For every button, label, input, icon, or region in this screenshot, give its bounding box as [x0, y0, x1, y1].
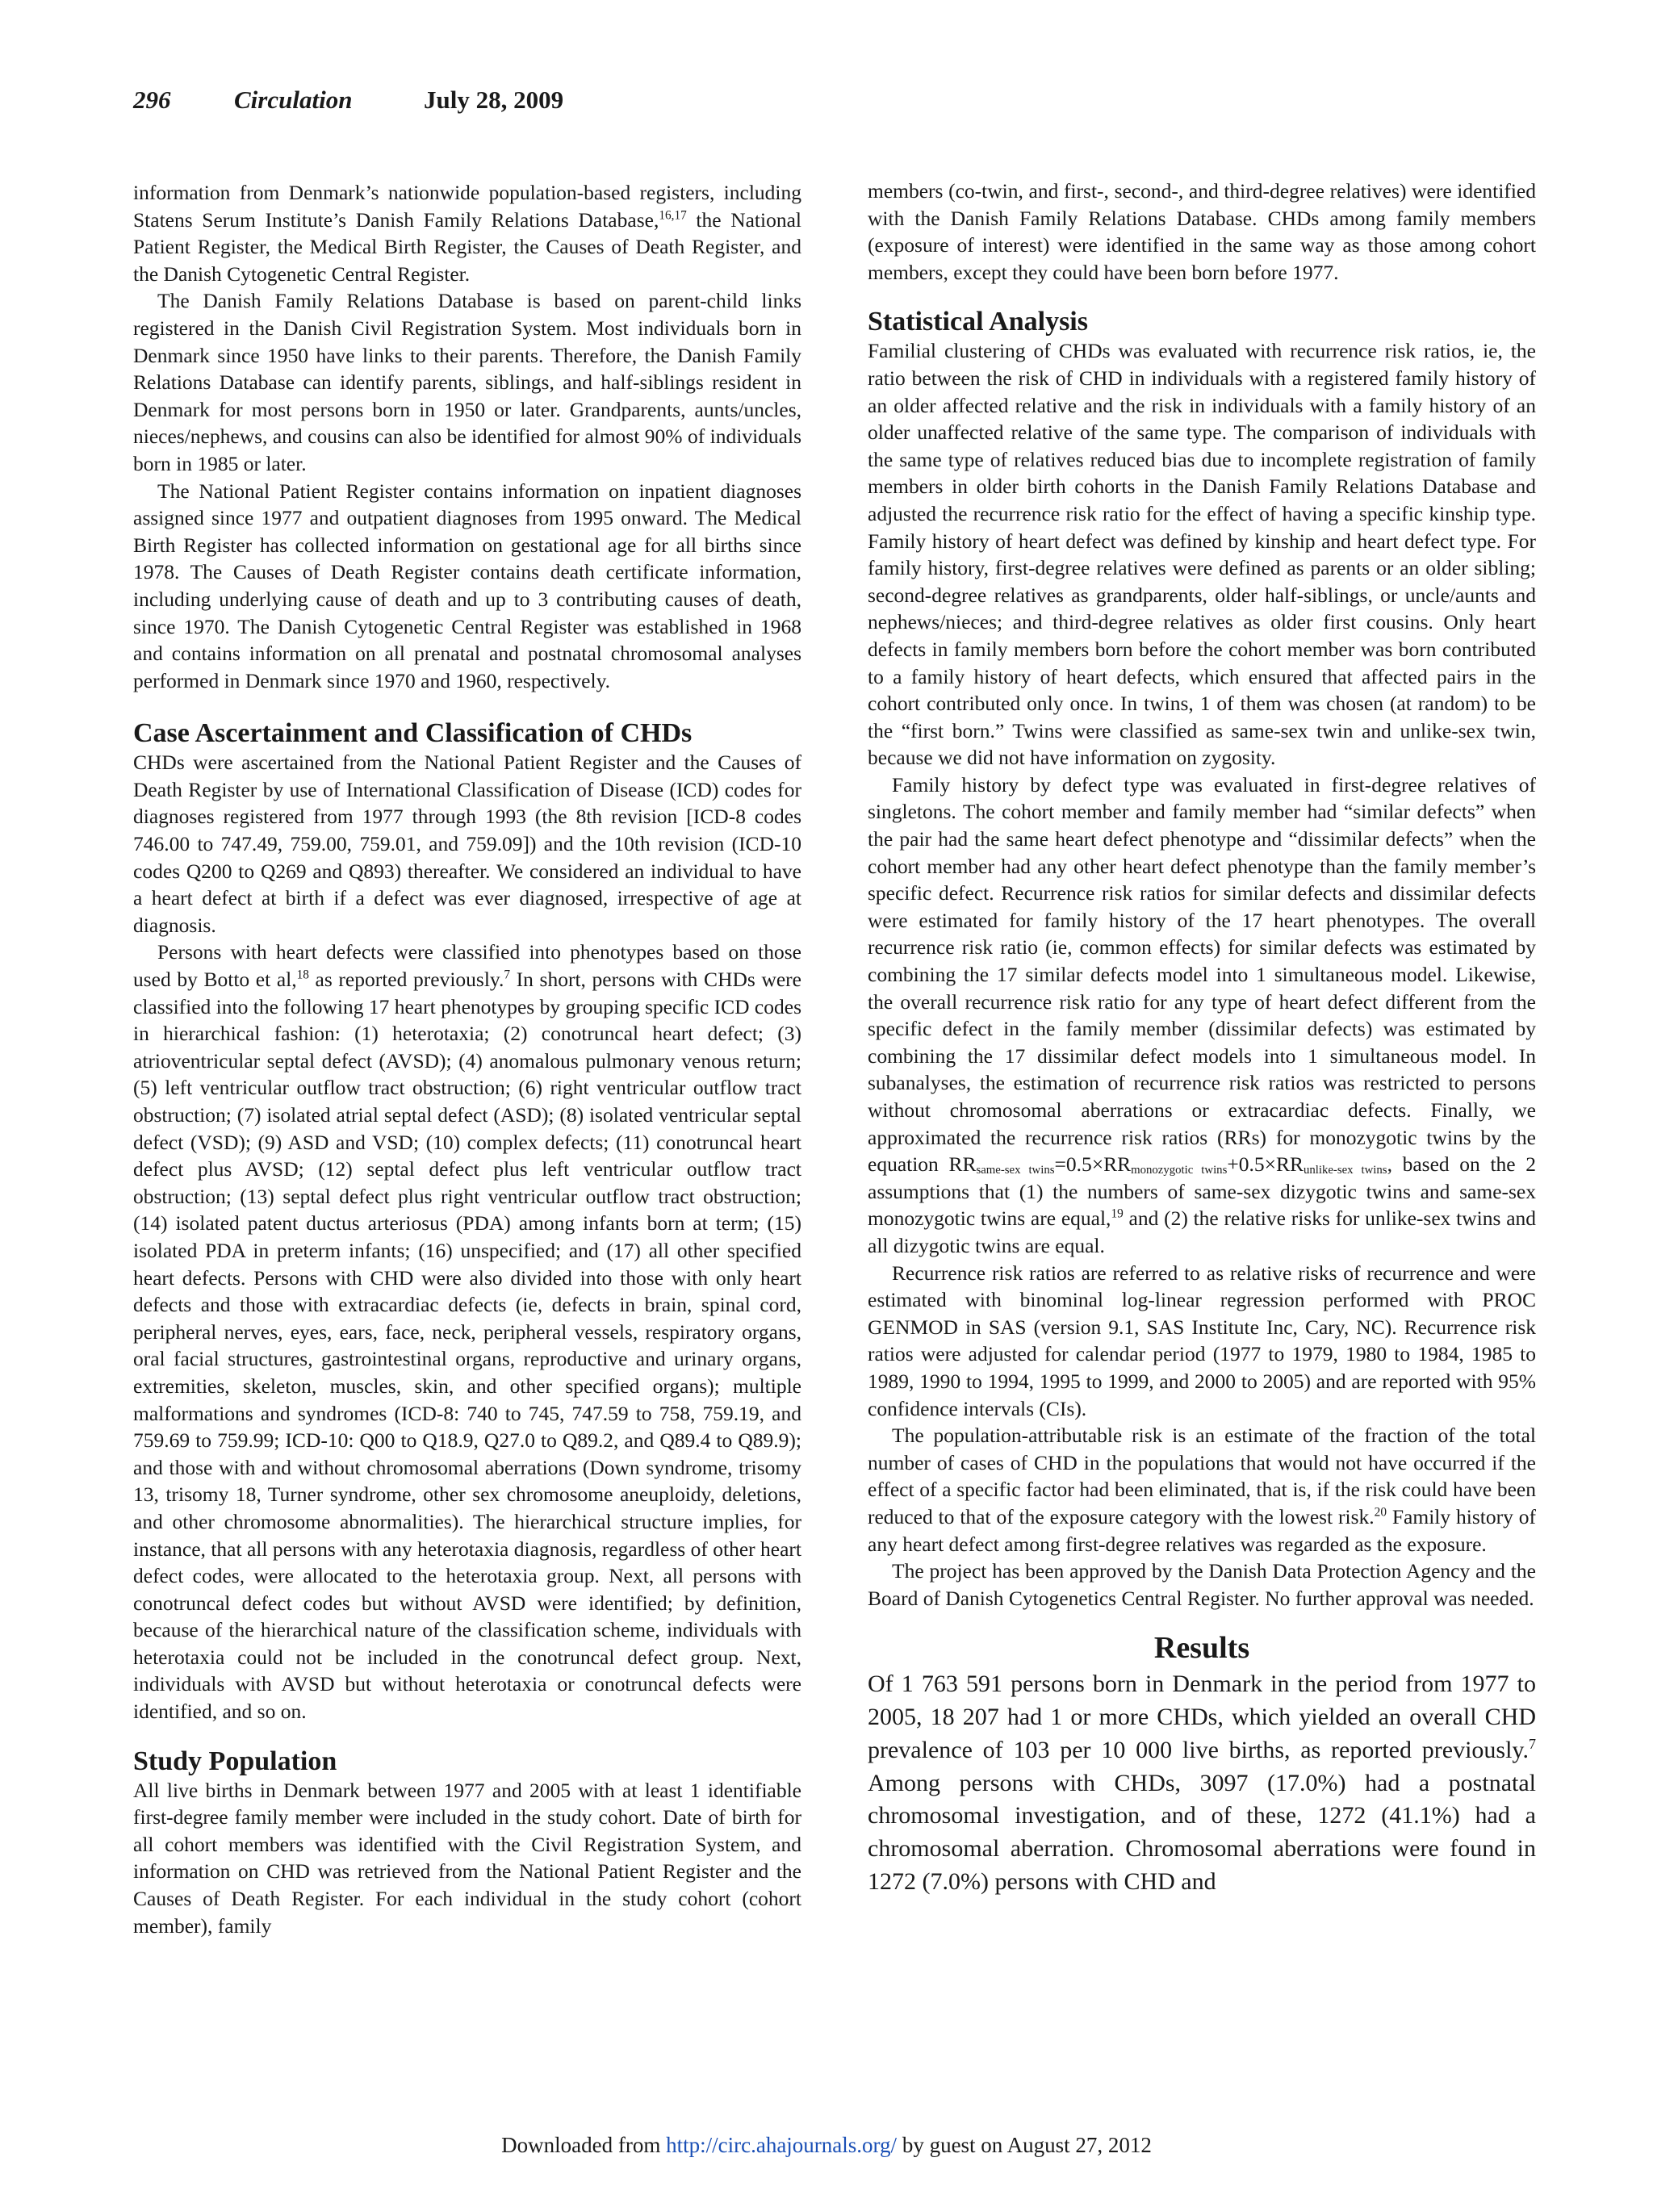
section-heading-case-ascertainment: Case Ascertainment and Classification of CHDs — [133, 718, 693, 749]
paragraph: Familial clustering of CHDs was evaluated with recurrence risk ratios, ie, the ratio between the risk of CHD in individuals with a registered family history of an older affected relative and the risk in individuals with a family history of an older unaffected relative of the same type. The comparison of individuals with the same type of relatives reduced bias due to incomplete registration of family members in older birth cohorts in the Danish Family Relations Database and adjusted the recurrence risk ratio for the effect of having a specific kinship type. Family history of heart defect was defined by kinship and heart defect type. For family history, first-degree relatives were defined as parents or an older sibling; second-degree relatives as grandparents, older half-siblings, or uncle/aunts and nephews/nieces; and third-degree relatives as older first cousins. Only heart defects in family members born before the cohort member was born contributed to a family history of heart defects, which ensured that affected pairs in the cohort contributed only once. In twins, 1 of them was chosen (at random) to be the “first born.” Twins were classified as same-sex twin and unlike-sex twin, because we did not have information on zygosity. — [868, 339, 1536, 770]
citation-ref[interactable]: 20 — [1374, 1505, 1387, 1520]
issue-date: July 28, 2009 — [424, 86, 564, 114]
running-header — [133, 86, 563, 115]
page-number: 296 — [133, 86, 171, 114]
paragraph: CHDs were ascertained from the National Patient Register and the Causes of Death Register by use of International Classification of Disease (ICD) codes for diagnoses registered from 1977 through 1993 (the 8th revision [ICD-8 codes 746.00 to 747.49, 759.00, 759.01, and 759.09]) and the 10th revision (ICD-10 codes Q200 to Q269 and Q893) thereafter. We considered an individual to have a heart defect at birth if a defect was ever diagnosed, irrespective of age at diagnosis. — [133, 751, 801, 937]
paragraph: members (co-twin, and first-, second-, and third-degree relatives) were identified with the Danish Family Relations Database. CHDs among family members (exposure of interest) were identified in the same way as those among cohort members, except they could have been born before 1977. — [868, 179, 1536, 284]
citation-ref[interactable]: 7 — [504, 968, 511, 982]
paragraph: The Danish Family Relations Database is based on parent-child links registered in the Danish Civil Registration System. Most individuals born in Denmark since 1950 have links to their parents. Therefore, the Danish Family Relations Database can identify parents, siblings, and half-siblings resident in Denmark for most persons born in 1950 or later. Grandparents, aunts/uncles, nieces/nephews, and cousins can also be identified for almost 90% of individuals born in 1985 or later. — [133, 289, 801, 475]
paragraph: The National Patient Register contains information on inpatient diagnoses assigned since 1977 and outpatient diagnoses from 1995 onward. The Medical Birth Register has collected information on gestational age for all births since 1978. The Causes of Death Register contains death certificate information, including underlying cause of death and up to 3 contributing causes of death, since 1970. The Danish Cytogenetic Central Register was established in 1968 and contains information on all prenatal and postnatal chromosomal analyses performed in Denmark since 1970 and 1960, respectively. — [133, 479, 801, 692]
paragraph: The population-attributable risk is an estimate of the fraction of the total number of cases of CHD in the populations that would not have occurred if the effect of a specific factor had been eliminated, that is, if the risk could have been reduced to that of the exposure category with the lowest risk.$^{20}$ Family history of any heart defect among first-degree relatives was regarded as the exposure. — [868, 1424, 1536, 1556]
citation-ref[interactable]: 19 — [1111, 1206, 1124, 1221]
paragraph: Persons with heart defects were classified into phenotypes based on those used by Botto et al,$^{18}$ as reported previously.$^7$ In short, persons with CHDs were classified into the following 17 heart phenotypes by grouping specific ICD codes in hierarchical fashion: (1) heterotaxia; (2) conotruncal heart defect; (3) atrioventricular septal defect (AVSD); (4) anomalous pulmonary venous return; (5) left ventricular outflow tract obstruction; (6) right ventricular outflow tract obstruction; (7) isolated atrial septal defect (ASD); (8) isolated ventricular septal defect (VSD); (9) ASD and VSD; (10) complex defects; (11) conotruncal heart defect plus AVSD; (12) septal defect plus left ventricular outflow tract obstruction; (13) septal defect plus right ventricular outflow tract obstruction; (14) isolated patent ductus arteriosus (PDA) among infants born at term; (15) isolated PDA in preterm infants; (16) unspecified; and (17) all other specified heart defects. Persons with CHD were also divided into those with only heart defects and those with extracardiac defects (ie, defects in brain, spinal cord, peripheral nerves, eyes, ears, face, neck, peripheral vessels, respiratory organs, oral facial structures, gastrointestinal organs, reproductive and urinary organs, extremities, skeleton, muscles, skin, and other specified organs); multiple malformations and syndromes (ICD-8: 740 to 745, 747.59 to 758, 759.19, and 759.69 to 759.99; ICD-10: Q00 to Q18.9, Q27.0 to Q89.2, and Q89.4 to Q89.9); and those with and without chromosomal aberrations (Down syndrome, trisomy 13, trisomy 18, Turner syndrome, other sex chromosome aneuploidy, deletions, and other chromosome abnormalities). The hierarchical structure implies, for instance, that all persons with any heterotaxia diagnosis, regardless of other heart defect codes, were allocated to the heterotaxia group. Next, all persons with conotruncal defect codes but without AVSD were identified; by definition, because of the hierarchical nature of the classification scheme, individuals with heterotaxia could not be included in the conotruncal defect group. Next, individuals with AVSD but without heterotaxia or conotruncal defects were identified, and so on. — [133, 940, 801, 1724]
download-footer: Downloaded from http://circ.ahajournals.org/ by guest on August 27, 2012 — [501, 2133, 1152, 2157]
journal-link[interactable]: http://circ.ahajournals.org/ — [666, 2133, 898, 2157]
paragraph: information from Denmark’s nationwide population-based registers, including Statens Serum Institute’s Danish Family Relations Database,$^{16,17}$ the National Patient Register, the Medical Birth Register, the Causes of Death Register, and the Danish Cytogenetic Central Register. — [133, 181, 801, 286]
right-column — [868, 178, 1536, 1899]
citation-ref[interactable]: 16,17 — [659, 208, 687, 223]
paragraph: The project has been approved by the Danish Data Protection Agency and the Board of Danish Cytogenetics Central Register. No further approval was needed. — [868, 1559, 1536, 1610]
citation-ref[interactable]: 18 — [296, 968, 309, 982]
section-heading-study-population: Study Population — [133, 1746, 337, 1776]
paragraph: All live births in Denmark between 1977 and 2005 with at least 1 identifiable first-degree family member were included in the study cohort. Date of birth for all cohort members was identified with the Civil Registration System, and information on CHD was retrieved from the National Patient Register and the Causes of Death Register. For each individual in the study cohort (cohort member), family — [133, 1778, 801, 1938]
journal-name: Circulation — [234, 86, 353, 114]
paragraph: Recurrence risk ratios are referred to as relative risks of recurrence and were estimated with binominal log-linear regression performed with PROC GENMOD in SAS (version 9.1, SAS Institute Inc, Cary, NC). Recurrence risk ratios were adjusted for calendar period (1977 to 1979, 1980 to 1984, 1985 to 1989, 1990 to 1994, 1995 to 1999, and 2000 to 2005) and are reported with 95% confidence intervals (CIs). — [868, 1261, 1536, 1420]
section-heading-statistical-analysis: Statistical Analysis — [868, 307, 1088, 337]
section-heading-results: Results — [1153, 1631, 1250, 1666]
paragraph: Family history by defect type was evaluated in first-degree relatives of singletons. The cohort member and family member had “similar defects” when the pair had the same heart defect phenotype and “dissimilar defects” when the cohort member had any other heart defect phenotype than the family member’s specific defect. Recurrence risk ratios for similar defects and dissimilar defects were estimated for family history of the 17 heart phenotypes. The overall recurrence risk ratio (ie, common effects) for similar defects was estimated by combining the 17 similar defects model into 1 simultaneous model. Likewise, the overall recurrence risk ratio for any type of heart defect different from the specific defect in the family member (dissimilar defects) was estimated by combining the 17 dissimilar defect models into 1 simultaneous model. In subanalyses, the estimation of recurrence risk ratios was restricted to persons without chromosomal aberrations or extracardiac defects. Finally, we approximated the recurrence risk ratios (RRs) for monozygotic twins by the equation $RR_{same-sex twins}=0.5\times RR_{monozygotic twins}+0.5\times RR_{unlike-sex twins}$, based on the 2 assumptions that (1) the numbers of same-sex dizygotic twins and same-sex monozygotic twins are equal,$^{19}$ and (2) the relative risks for unlike-sex twins and all dizygotic twins are equal. — [868, 772, 1537, 1257]
left-column — [133, 179, 801, 1939]
citation-ref[interactable]: 7 — [1529, 1735, 1536, 1752]
paragraph: Of 1 763 591 persons born in Denmark in the period from 1977 to 2005, 18 207 had 1 or more CHDs, which yielded an overall CHD prevalence of 103 per 10 000 live births, as reported previously.$^7$ Among persons with CHDs, 3097 (17.0%) had a postnatal chromosomal investigation, and of these, 1272 (41.1%) had a chromosomal aberration. Chromosomal aberrations were found in 1272 (7.0%) persons with CHD and — [868, 1670, 1536, 1896]
